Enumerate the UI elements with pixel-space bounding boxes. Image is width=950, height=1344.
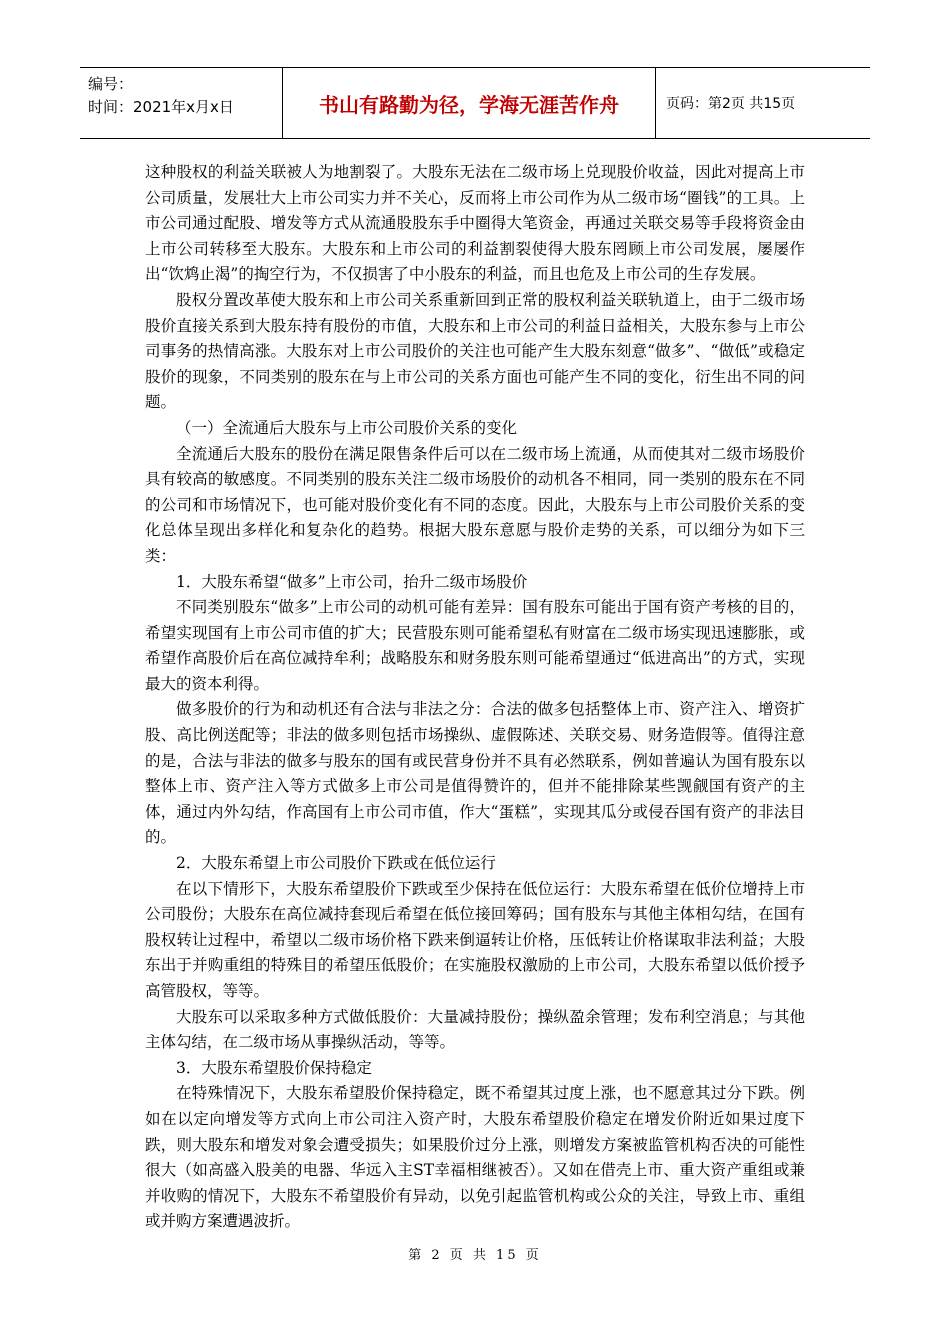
paragraph: 这种股权的利益关联被人为地割裂了。大股东无法在二级市场上兑现股价收益，因此对提高上市公司质量，发展壮大上市公司实力并不关心，反而将上市公司作为从二级市场“圈钱”的工具。上市公司通过配股、增发等方式从流通股股东手中圈得大笔资金，再通过关联交易等手段将资金由上市公司转移至大股东。大股东和上市公司的利益割裂使得大股东罔顾上市公司发展，屡屡作出“饮鸩止渴”的掏空行为，不仅损害了中小股东的利益，而且也危及上市公司的生存发展。: [145, 163, 805, 284]
section-heading: （一）全流通后大股东与上市公司股价关系的变化: [176, 418, 518, 437]
paragraph: 不同类别股东“做多”上市公司的动机可能有差异：国有股东可能出于国有资产考核的目的，希望实现国有上市公司市值的扩大；民营股东则可能希望私有财富在二级市场实现迅速膨胀，或希望作高股价后在高位减持牟利；战略股东和财务股东则可能希望通过“低进高出”的方式，实现最大的资本利得。: [145, 598, 805, 693]
paragraph: 在以下情形下，大股东希望股价下跌或至少保持在低位运行：大股东希望在低价位增持上市公司股份；大股东在高位减持套现后希望在低位接回筹码；国有股东与其他主体相勾结，在国有股权转让过程中，希望以二级市场价格下跌来倒逼转让价格，压低转让价格谋取非法利益；大股东出于并购重组的特殊目的希望压低股价；在实施股权激励的上市公司，大股东希望以低价授予高管股权，等等。: [145, 879, 805, 1000]
subsection-heading: 1．大股东希望“做多”上市公司，抬升二级市场股价: [176, 572, 528, 591]
paragraph: 大股东可以采取多种方式做低股价：大量减持股份；操纵盈余管理；发布利空消息；与其他主体勾结，在二级市场从事操纵活动，等等。: [145, 1007, 805, 1052]
paragraph: 全流通后大股东的股份在满足限售条件后可以在二级市场上流通，从而使其对二级市场股价具有较高的敏感度。不同类别的股东关注二级市场股价的动机各不相同，同一类别的股东在不同的公司和市场情况下，也可能对股价变化有不同的态度。因此，大股东与上市公司股价关系的变化总体呈现出多样化和复杂化的趋势。根据大股东意愿与股价走势的关系，可以细分为如下三类：: [145, 444, 805, 565]
subsection-heading: 2．大股东希望上市公司股价下跌或在低位运行: [176, 854, 496, 873]
page-footer: 第 2 页 共 15 页: [408, 1248, 542, 1263]
paragraph: 股权分置改革使大股东和上市公司关系重新回到正常的股权利益关联轨道上，由于二级市场股价直接关系到大股东持有股份的市值，大股东和上市公司的利益日益相关，大股东参与上市公司事务的热情高涨。大股东对上市公司股价的关注也可能产生大股东刻意“做多”、“做低”或稳定股价的现象，不同类别的股东在与上市公司的关系方面也可能产生不同的变化，衍生出不同的问题。: [145, 290, 805, 412]
paragraph: 做多股价的行为和动机还有合法与非法之分：合法的做多包括整体上市、资产注入、增资扩股、高比例送配等；非法的做多则包括市场操纵、虚假陈述、关联交易、财务造假等。值得注意的是，合法与非法的做多与股东的国有或民营身份并不具有必然联系，例如普遍认为国有股东以整体上市、资产注入等方式做多上市公司是值得赞许的，但并不能排除某些觊觎国有资产的主体，通过内外勾结，作高国有上市公司市值，作大“蛋糕”，实现其瓜分或侵吞国有资产的非法目的。: [145, 700, 805, 847]
header-page-info: 页码：第2页 共15页: [666, 96, 796, 112]
header-meta: [80, 68, 283, 138]
document-time-label: 时间：2021年x月x日: [88, 98, 234, 116]
document-body: [145, 160, 805, 1235]
paragraph: 在特殊情况下，大股东希望股价保持稳定，既不希望其过度上涨，也不愿意其过分下跌。例如在以定向增发等方式向上市公司注入资产时，大股东希望股价稳定在增发价附近如果过度下跌，则大股东和增发对象会遭受损失；如果股价过分上涨，则增发方案被监管机构否决的可能性很大（如高盛入股美的电器、华远入主ST幸福相继被否）。又如在借壳上市、重大资产重组或兼并收购的情况下，大股东不希望股价有异动，以免引起监管机构或公众的关注，导致上市、重组或并购方案遭遇波折。: [145, 1084, 805, 1231]
document-number-label: 编号：: [88, 75, 134, 93]
page-header: [80, 67, 870, 139]
header-motto: 书山有路勤为径，学海无涯苦作舟: [283, 68, 656, 138]
subsection-heading: 3．大股东希望股价保持稳定: [176, 1058, 372, 1077]
